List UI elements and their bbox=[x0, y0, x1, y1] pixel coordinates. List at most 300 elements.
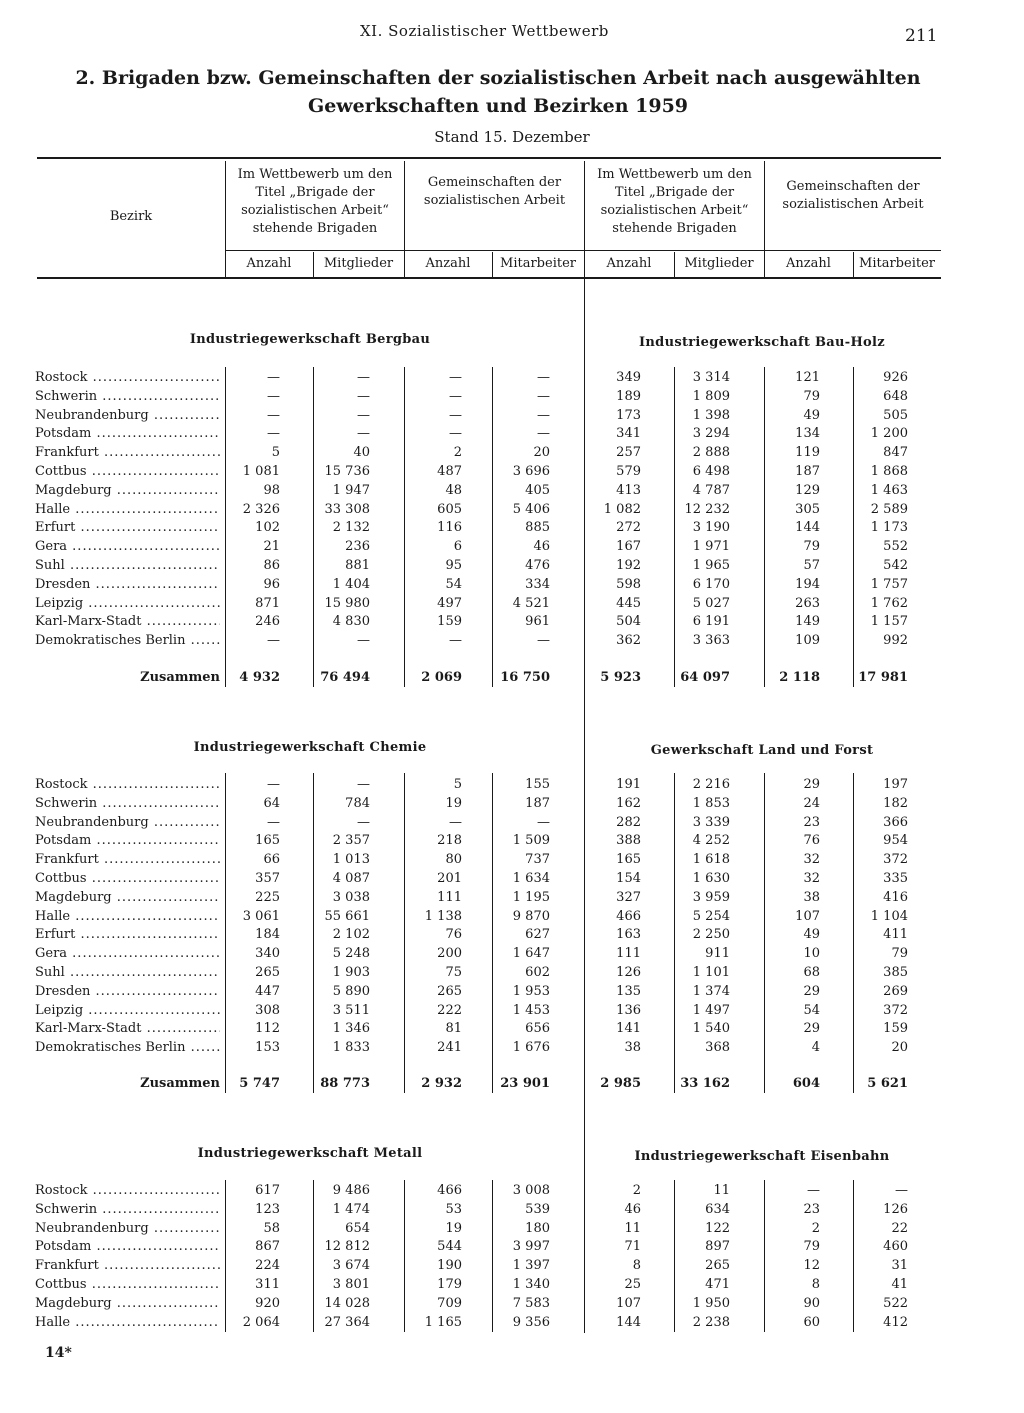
table-cell: 308 bbox=[255, 1002, 280, 1018]
table-cell: 19 bbox=[445, 1220, 462, 1236]
table-row bbox=[0, 794, 1024, 813]
table-cell: 881 bbox=[345, 558, 370, 573]
table-row bbox=[0, 1275, 1024, 1294]
table-cell: 920 bbox=[255, 1295, 280, 1311]
table-cell: 25 bbox=[624, 1277, 641, 1292]
table-cell: 1 082 bbox=[603, 501, 641, 517]
bezirk-label: Dresden ..... bbox=[35, 982, 220, 1001]
table-cell: 53 bbox=[445, 1201, 462, 1217]
table-cell: 86 bbox=[263, 558, 280, 573]
table-cell: 737 bbox=[525, 852, 550, 868]
table-cell: 57 bbox=[803, 558, 820, 573]
table-row bbox=[0, 775, 1024, 794]
table-cell: 126 bbox=[883, 1201, 908, 1217]
table-cell: 191 bbox=[616, 777, 641, 792]
table-cell: 5 027 bbox=[692, 595, 730, 611]
table-row bbox=[0, 368, 1024, 387]
table-cell: 46 bbox=[624, 1201, 641, 1217]
table-cell: 96 bbox=[263, 576, 280, 592]
table-cell: 1 833 bbox=[332, 1040, 370, 1056]
table-cell: 1 762 bbox=[870, 595, 908, 611]
table-cell: 12 bbox=[803, 1258, 820, 1274]
table-cell: 23 bbox=[803, 1201, 820, 1217]
table-cell: 5 bbox=[271, 445, 280, 461]
table-cell: 961 bbox=[525, 614, 550, 630]
table-cell: 75 bbox=[445, 965, 462, 980]
table-row bbox=[0, 1256, 1024, 1275]
table-cell: 1 947 bbox=[332, 482, 370, 498]
table-row bbox=[0, 1200, 1024, 1219]
table-cell: 29 bbox=[803, 777, 820, 792]
bezirk-label: Rostock ..... bbox=[35, 368, 220, 387]
table-cell: 648 bbox=[883, 388, 908, 404]
table-row bbox=[0, 1294, 1024, 1313]
table-row bbox=[0, 443, 1024, 462]
table-cell: 3 997 bbox=[512, 1239, 550, 1255]
table-cell: 2 888 bbox=[692, 445, 730, 461]
table-row bbox=[0, 925, 1024, 944]
bezirk-label: Rostock ..... bbox=[35, 775, 220, 794]
section-title-left: Industriegewerkschaft Metall bbox=[197, 1146, 423, 1161]
table-row bbox=[0, 982, 1024, 1001]
table-cell: 79 bbox=[803, 539, 820, 555]
table-cell: 2 238 bbox=[692, 1314, 730, 1330]
table-cell: 165 bbox=[255, 833, 280, 849]
table-cell: 5 890 bbox=[332, 983, 370, 999]
table-row bbox=[0, 556, 1024, 575]
bezirk-label: Leipzig ..... bbox=[35, 1001, 220, 1020]
table-cell: 885 bbox=[525, 520, 550, 536]
table-cell: 236 bbox=[345, 539, 370, 555]
table-cell: 123 bbox=[255, 1201, 280, 1217]
header-divider bbox=[584, 161, 585, 1333]
table-cell: 136 bbox=[616, 1002, 641, 1018]
table-cell: 49 bbox=[803, 407, 820, 423]
table-cell: 112 bbox=[255, 1021, 280, 1037]
table-cell: — bbox=[449, 426, 462, 442]
table-row bbox=[0, 1181, 1024, 1200]
table-cell: 58 bbox=[263, 1220, 280, 1236]
table-cell: 341 bbox=[616, 426, 641, 442]
table-cell: 405 bbox=[525, 482, 550, 498]
table-cell: 1 647 bbox=[512, 946, 550, 962]
table-cell: 135 bbox=[616, 983, 641, 999]
table-row bbox=[0, 907, 1024, 926]
section-title-left: Industriegewerkschaft Bergbau bbox=[189, 332, 431, 347]
bezirk-label: Magdeburg ..... bbox=[35, 1294, 220, 1313]
table-cell: 2 064 bbox=[242, 1314, 280, 1330]
table-cell: 187 bbox=[525, 795, 550, 811]
table-cell: 366 bbox=[883, 814, 908, 830]
table-cell: 11 bbox=[713, 1183, 730, 1198]
table-cell: 413 bbox=[616, 482, 641, 498]
table-cell: 368 bbox=[705, 1040, 730, 1056]
table-cell: 709 bbox=[437, 1295, 462, 1311]
table-cell: 119 bbox=[795, 445, 820, 461]
table-cell: 129 bbox=[795, 482, 820, 498]
bezirk-label: Suhl ..... bbox=[35, 556, 220, 575]
table-cell: 3 190 bbox=[692, 520, 730, 536]
table-cell: 3 363 bbox=[692, 633, 730, 649]
table-cell: 1 173 bbox=[870, 520, 908, 536]
table-cell: 182 bbox=[883, 795, 908, 811]
table-cell: 5 254 bbox=[692, 908, 730, 924]
table-cell: 447 bbox=[255, 983, 280, 999]
header-group: Gemeinschaften der sozialistischen Arbeit bbox=[423, 175, 566, 208]
table-cell: 1 398 bbox=[692, 407, 730, 423]
table-row bbox=[0, 1019, 1024, 1038]
table-row bbox=[0, 869, 1024, 888]
header-anzahl: Anzahl bbox=[425, 256, 471, 271]
table-cell: — bbox=[267, 407, 280, 423]
table-cell: 1 463 bbox=[870, 482, 908, 498]
table-cell: 224 bbox=[255, 1258, 280, 1274]
table-cell: 98 bbox=[263, 482, 280, 498]
table-cell: 1 965 bbox=[692, 558, 730, 573]
header-anzahl: Anzahl bbox=[606, 256, 652, 271]
table-cell: 4 bbox=[811, 1040, 820, 1056]
table-cell: 3 339 bbox=[692, 814, 730, 830]
header-anzahl: Anzahl bbox=[786, 256, 831, 271]
table-cell: 1 853 bbox=[692, 795, 730, 811]
table-cell: 416 bbox=[883, 889, 908, 905]
table-cell: 5 248 bbox=[332, 946, 370, 962]
table-cell: 1 453 bbox=[512, 1002, 550, 1018]
table-cell: 4 087 bbox=[332, 871, 370, 886]
total-row bbox=[0, 1074, 1024, 1093]
header-anzahl: Anzahl bbox=[246, 256, 292, 271]
table-cell: 505 bbox=[883, 407, 908, 423]
table-cell: 497 bbox=[437, 595, 462, 611]
table-cell: 634 bbox=[705, 1201, 730, 1217]
table-cell: 109 bbox=[795, 633, 820, 649]
table-cell: 265 bbox=[255, 965, 280, 980]
running-head: XI. Sozialistischer Wettbewerb bbox=[360, 22, 609, 40]
table-cell: 3 801 bbox=[332, 1277, 370, 1292]
table-cell: 445 bbox=[616, 595, 641, 611]
total-cell: 76 494 bbox=[320, 670, 370, 685]
table-cell: 9 870 bbox=[512, 908, 550, 924]
table-cell: 2 bbox=[811, 1220, 820, 1236]
table-cell: 12 812 bbox=[324, 1239, 370, 1255]
table-cell: 8 bbox=[632, 1258, 641, 1274]
table-cell: 15 980 bbox=[324, 595, 370, 611]
table-cell: 327 bbox=[616, 889, 641, 905]
table-cell: 2 216 bbox=[692, 777, 730, 792]
table-cell: 522 bbox=[883, 1295, 908, 1311]
table-cell: 2 102 bbox=[332, 927, 370, 943]
header-bottom-rule bbox=[37, 277, 941, 279]
table-cell: 1 757 bbox=[870, 576, 908, 592]
total-row bbox=[0, 668, 1024, 687]
table-cell: 1 397 bbox=[512, 1258, 550, 1274]
table-cell: 257 bbox=[616, 445, 641, 461]
table-cell: 144 bbox=[795, 520, 820, 536]
bezirk-label: Cottbus ..... bbox=[35, 462, 220, 481]
table-cell: 539 bbox=[525, 1201, 550, 1217]
section-title-right: Gewerkschaft Land und Forst bbox=[650, 743, 874, 758]
table-cell: 265 bbox=[705, 1258, 730, 1274]
table-cell: 116 bbox=[437, 520, 462, 536]
table-cell: 149 bbox=[795, 614, 820, 630]
table-cell: 154 bbox=[616, 871, 641, 886]
table-cell: 54 bbox=[803, 1002, 820, 1018]
table-cell: 3 038 bbox=[332, 889, 370, 905]
table-cell: 335 bbox=[883, 871, 908, 886]
total-cell: 4 932 bbox=[239, 670, 280, 685]
table-cell: — bbox=[267, 370, 280, 385]
table-row bbox=[0, 963, 1024, 982]
bezirk-label: Demokratisches Berlin ..... bbox=[35, 1038, 220, 1057]
table-cell: 189 bbox=[616, 388, 641, 404]
table-cell: — bbox=[449, 370, 462, 385]
table-cell: 12 232 bbox=[684, 501, 730, 517]
table-cell: 269 bbox=[883, 983, 908, 999]
table-cell: — bbox=[537, 633, 550, 649]
table-cell: 1 013 bbox=[332, 852, 370, 868]
table-cell: 64 bbox=[263, 795, 280, 811]
table-cell: 1 138 bbox=[424, 908, 462, 924]
table-cell: — bbox=[267, 814, 280, 830]
table-cell: 3 511 bbox=[332, 1002, 370, 1018]
bezirk-label: Halle ..... bbox=[35, 500, 220, 519]
bezirk-label: Potsdam ..... bbox=[35, 1237, 220, 1256]
table-row bbox=[0, 1313, 1024, 1332]
table-cell: 605 bbox=[437, 501, 462, 517]
table-cell: 656 bbox=[525, 1021, 550, 1037]
table-cell: — bbox=[895, 1183, 908, 1198]
table-cell: 3 314 bbox=[692, 370, 730, 385]
table-cell: 1 474 bbox=[332, 1201, 370, 1217]
bezirk-label: Potsdam ..... bbox=[35, 831, 220, 850]
table-cell: 102 bbox=[255, 520, 280, 536]
table-cell: 5 406 bbox=[512, 501, 550, 517]
table-cell: 2 357 bbox=[332, 833, 370, 849]
table-cell: — bbox=[807, 1183, 820, 1198]
table-cell: 32 bbox=[803, 852, 820, 868]
table-cell: 460 bbox=[883, 1239, 908, 1255]
table-cell: — bbox=[449, 814, 462, 830]
table-cell: 3 008 bbox=[512, 1183, 550, 1198]
table-cell: 9 486 bbox=[332, 1183, 370, 1198]
section-title-left: Industriegewerkschaft Chemie bbox=[193, 740, 427, 755]
table-row bbox=[0, 1219, 1024, 1238]
total-label: Zusammen bbox=[140, 1076, 220, 1091]
bezirk-label: Halle ..... bbox=[35, 907, 220, 926]
table-title: 2. Brigaden bzw. Gemeinschaften der sozialistischen Arbeit nach ausgewählten Gewerkschaften und Bezirken 1959 bbox=[75, 67, 921, 117]
table-row bbox=[0, 575, 1024, 594]
bezirk-label: Frankfurt ..... bbox=[35, 443, 220, 462]
table-cell: 41 bbox=[891, 1277, 908, 1292]
table-cell: 471 bbox=[705, 1277, 730, 1292]
table-cell: 10 bbox=[803, 946, 820, 962]
table-cell: 598 bbox=[616, 576, 641, 592]
table-row bbox=[0, 387, 1024, 406]
table-cell: 163 bbox=[616, 927, 641, 943]
table-cell: 76 bbox=[445, 927, 462, 943]
table-cell: — bbox=[357, 407, 370, 423]
table-row bbox=[0, 500, 1024, 519]
table-cell: 11 bbox=[624, 1220, 641, 1236]
bezirk-label: Karl-Marx-Stadt ..... bbox=[35, 612, 220, 631]
table-subtitle: Stand 15. Dezember bbox=[434, 128, 590, 146]
table-cell: 2 132 bbox=[332, 520, 370, 536]
table-cell: 79 bbox=[803, 388, 820, 404]
table-row bbox=[0, 813, 1024, 832]
table-cell: 7 583 bbox=[512, 1295, 550, 1311]
table-cell: 126 bbox=[616, 965, 641, 980]
table-cell: 81 bbox=[445, 1021, 462, 1037]
table-cell: 71 bbox=[624, 1239, 641, 1255]
table-cell: 40 bbox=[353, 445, 370, 461]
table-cell: 542 bbox=[883, 558, 908, 573]
header-group: Im Wettbewerb um den Titel „Brigade der sozialistischen Arbeit“ stehende Brigaden bbox=[597, 167, 752, 236]
table-cell: 388 bbox=[616, 833, 641, 849]
bezirk-label: Schwerin ..... bbox=[35, 387, 220, 406]
table-cell: 1 509 bbox=[512, 833, 550, 849]
table-cell: 60 bbox=[803, 1314, 820, 1330]
table-cell: 29 bbox=[803, 983, 820, 999]
table-row bbox=[0, 831, 1024, 850]
table-cell: 197 bbox=[883, 777, 908, 792]
table-cell: 385 bbox=[883, 965, 908, 980]
table-cell: 2 589 bbox=[870, 501, 908, 517]
table-cell: — bbox=[537, 407, 550, 423]
table-cell: 1 497 bbox=[692, 1002, 730, 1018]
table-cell: — bbox=[267, 426, 280, 442]
table-row bbox=[0, 424, 1024, 443]
bezirk-label: Gera ..... bbox=[35, 537, 220, 556]
total-cell: 23 901 bbox=[500, 1076, 550, 1091]
table-cell: 784 bbox=[345, 795, 370, 811]
table-cell: — bbox=[357, 777, 370, 792]
header-mitglieder: Mitglieder bbox=[323, 256, 394, 271]
table-cell: 167 bbox=[616, 539, 641, 555]
table-cell: 627 bbox=[525, 927, 550, 943]
bezirk-label: Leipzig ..... bbox=[35, 594, 220, 613]
table-row bbox=[0, 1237, 1024, 1256]
header-mitglieder: Mitglieder bbox=[684, 256, 754, 271]
table-cell: — bbox=[537, 426, 550, 442]
table-cell: 1 971 bbox=[692, 539, 730, 555]
bezirk-label: Gera ..... bbox=[35, 944, 220, 963]
table-cell: 4 787 bbox=[692, 482, 730, 498]
table-cell: 311 bbox=[255, 1277, 280, 1292]
table-cell: 29 bbox=[803, 1021, 820, 1037]
table-cell: 476 bbox=[525, 558, 550, 573]
table-cell: 66 bbox=[263, 852, 280, 868]
table-cell: 4 252 bbox=[692, 833, 730, 849]
table-cell: 617 bbox=[255, 1183, 280, 1198]
table-cell: 19 bbox=[445, 795, 462, 811]
table-cell: 187 bbox=[795, 464, 820, 479]
table-cell: — bbox=[357, 426, 370, 442]
table-cell: 218 bbox=[437, 833, 462, 849]
table-cell: 6 498 bbox=[692, 464, 730, 479]
table-cell: 2 bbox=[632, 1183, 641, 1198]
bezirk-label: Halle ..... bbox=[35, 1313, 220, 1332]
table-cell: 1 618 bbox=[692, 852, 730, 868]
bezirk-label: Magdeburg ..... bbox=[35, 888, 220, 907]
table-cell: 1 868 bbox=[870, 464, 908, 479]
table-cell: 180 bbox=[525, 1220, 550, 1236]
table-cell: 579 bbox=[616, 464, 641, 479]
table-cell: 1 634 bbox=[512, 871, 550, 886]
header-mitarbeiter: Mitarbeiter bbox=[500, 256, 576, 271]
table-cell: 1 630 bbox=[692, 871, 730, 886]
table-cell: 1 676 bbox=[512, 1040, 550, 1056]
footer-signature-mark: 14* bbox=[45, 1345, 72, 1361]
bezirk-label: Dresden ..... bbox=[35, 575, 220, 594]
total-cell: 2 985 bbox=[600, 1076, 641, 1091]
table-cell: 466 bbox=[437, 1183, 462, 1198]
table-cell: 992 bbox=[883, 633, 908, 649]
bezirk-label: Suhl ..... bbox=[35, 963, 220, 982]
table-cell: 1 346 bbox=[332, 1021, 370, 1037]
table-cell: 1 903 bbox=[332, 965, 370, 980]
table-cell: — bbox=[267, 633, 280, 649]
table-cell: 134 bbox=[795, 426, 820, 442]
table-cell: 107 bbox=[616, 1295, 641, 1311]
table-cell: — bbox=[267, 777, 280, 792]
table-cell: 1 081 bbox=[242, 464, 280, 479]
table-cell: 55 661 bbox=[324, 908, 370, 924]
table-row bbox=[0, 1001, 1024, 1020]
table-cell: 225 bbox=[255, 889, 280, 905]
table-cell: 926 bbox=[883, 370, 908, 385]
table-cell: 192 bbox=[616, 558, 641, 573]
table-cell: 194 bbox=[795, 576, 820, 592]
table-cell: 3 674 bbox=[332, 1258, 370, 1274]
header-bezirk: Bezirk bbox=[109, 209, 153, 224]
table-cell: 21 bbox=[263, 539, 280, 555]
table-cell: 24 bbox=[803, 795, 820, 811]
table-cell: 263 bbox=[795, 595, 820, 611]
total-cell: 2 118 bbox=[779, 670, 820, 685]
table-cell: 246 bbox=[255, 614, 280, 630]
table-cell: 241 bbox=[437, 1040, 462, 1056]
table-cell: — bbox=[537, 370, 550, 385]
table-cell: 162 bbox=[616, 795, 641, 811]
table-cell: 357 bbox=[255, 871, 280, 886]
table-cell: 165 bbox=[616, 852, 641, 868]
table-cell: — bbox=[357, 370, 370, 385]
total-cell: 2 069 bbox=[421, 670, 462, 685]
table-row bbox=[0, 594, 1024, 613]
table-cell: 31 bbox=[891, 1258, 908, 1274]
table-row bbox=[0, 631, 1024, 650]
total-cell: 33 162 bbox=[680, 1076, 730, 1091]
table-cell: — bbox=[267, 388, 280, 404]
table-cell: 27 364 bbox=[324, 1314, 370, 1330]
table-cell: 95 bbox=[445, 558, 462, 573]
table-cell: 871 bbox=[255, 595, 280, 611]
table-cell: — bbox=[357, 388, 370, 404]
bezirk-label: Rostock ..... bbox=[35, 1181, 220, 1200]
table-cell: 1 950 bbox=[692, 1295, 730, 1311]
total-cell: 16 750 bbox=[500, 670, 550, 685]
bezirk-label: Demokratisches Berlin ..... bbox=[35, 631, 220, 650]
table-cell: 23 bbox=[803, 814, 820, 830]
table-cell: 265 bbox=[437, 983, 462, 999]
bezirk-label: Schwerin ..... bbox=[35, 794, 220, 813]
table-cell: 1 404 bbox=[332, 576, 370, 592]
table-cell: 222 bbox=[437, 1002, 462, 1018]
table-cell: 141 bbox=[616, 1021, 641, 1037]
table-row bbox=[0, 888, 1024, 907]
bezirk-label: Erfurt ..... bbox=[35, 518, 220, 537]
table-cell: 49 bbox=[803, 927, 820, 943]
